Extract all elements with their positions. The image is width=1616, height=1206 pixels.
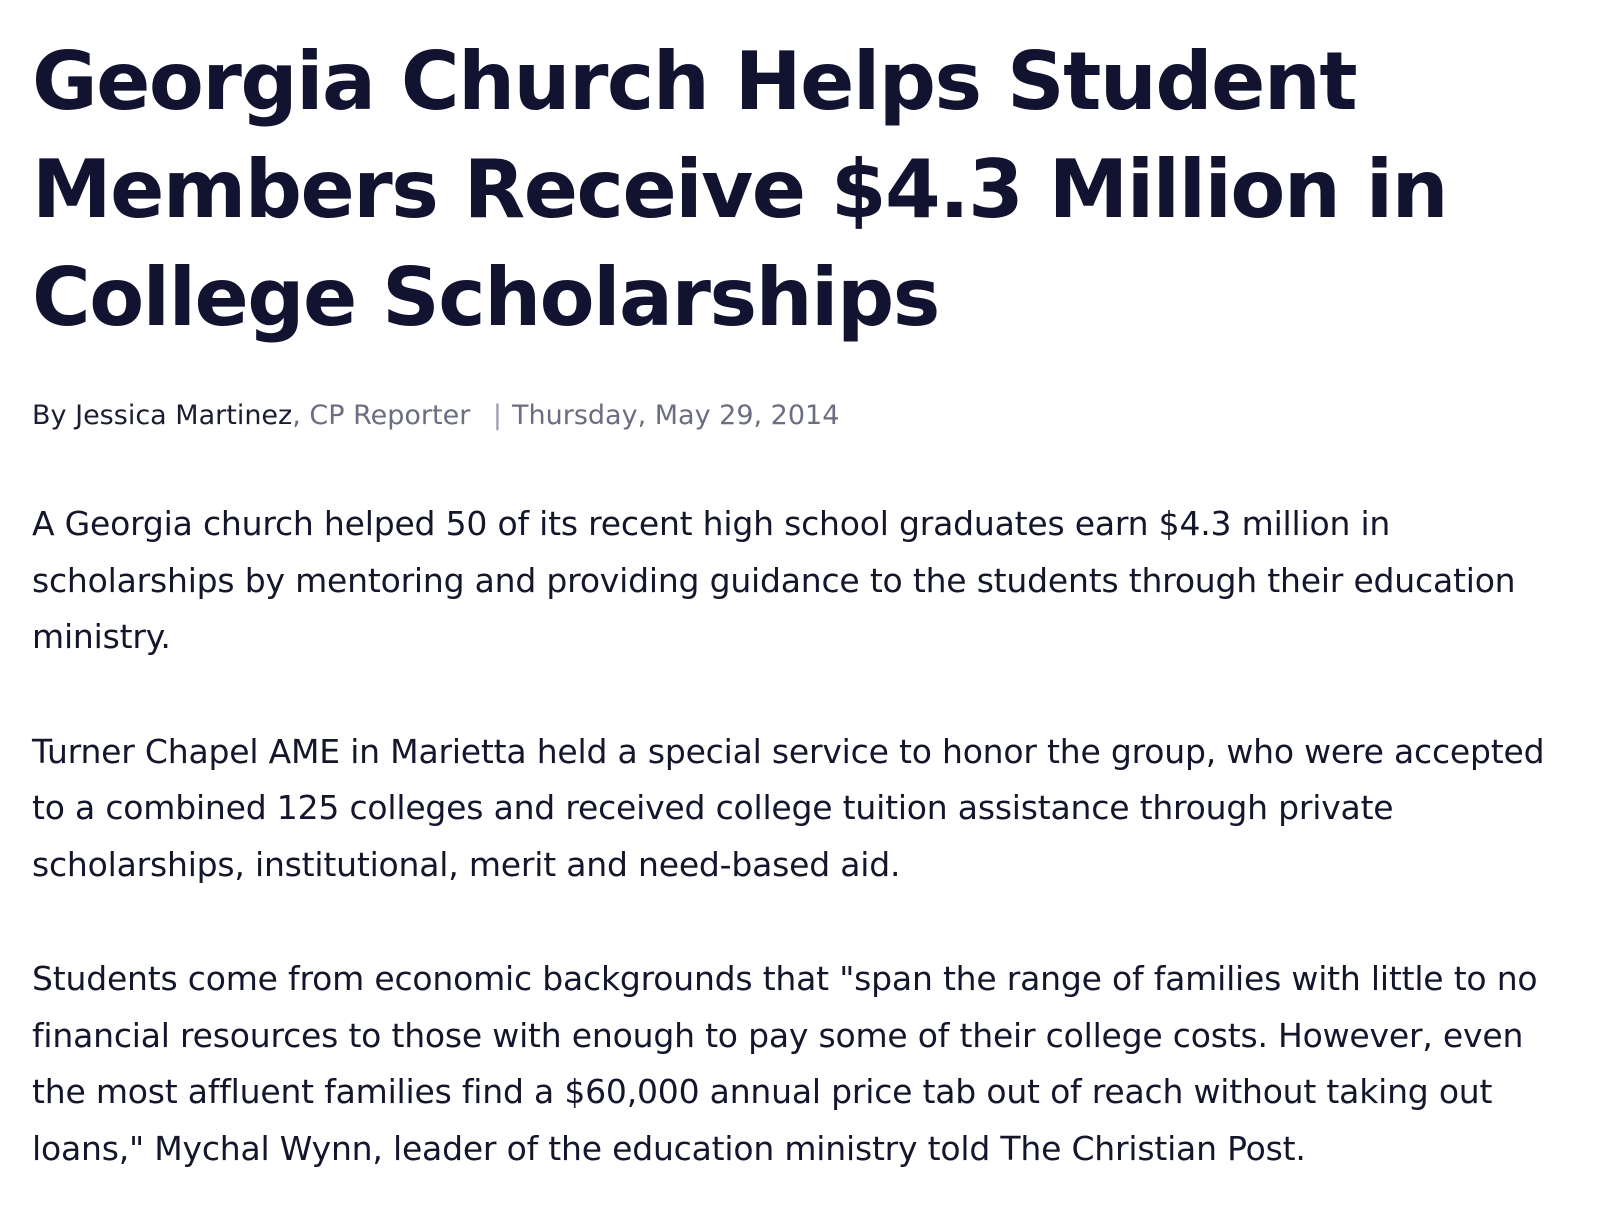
article-byline [32, 396, 1586, 436]
article-headline: Georgia Church Helps Student Members Receive $4.3 Million in College Scholarships [32, 35, 1448, 344]
byline-prefix: By [32, 400, 67, 431]
author-name-link[interactable]: Jessica Martinez [75, 400, 293, 431]
article-paragraph: Turner Chapel AME in Marietta held a special service to honor the group, who were accepted to a combined 125 colleges and received college tuition assistance through private scholarships, institutional, merit and need-based aid. [32, 731, 1545, 884]
article-paragraph: Students come from economic backgrounds that "span the range of families with little to no financial resources to those with enough to pay some of their college costs. However, even the most affluent families find a $60,000 annual price tab out of reach without taking out loans," Mychal Wynn, leader of the education ministry told The Christian Post. [32, 959, 1538, 1168]
byline-separator: | [492, 400, 503, 431]
article-body [32, 496, 1586, 1177]
article-paragraph: A Georgia church helped 50 of its recent high school graduates earn $4.3 million in scholarships by mentoring and providing guidance to the students through their education ministry. [32, 504, 1516, 656]
author-role: , CP Reporter [292, 400, 471, 431]
publish-date: Thursday, May 29, 2014 [512, 400, 840, 431]
